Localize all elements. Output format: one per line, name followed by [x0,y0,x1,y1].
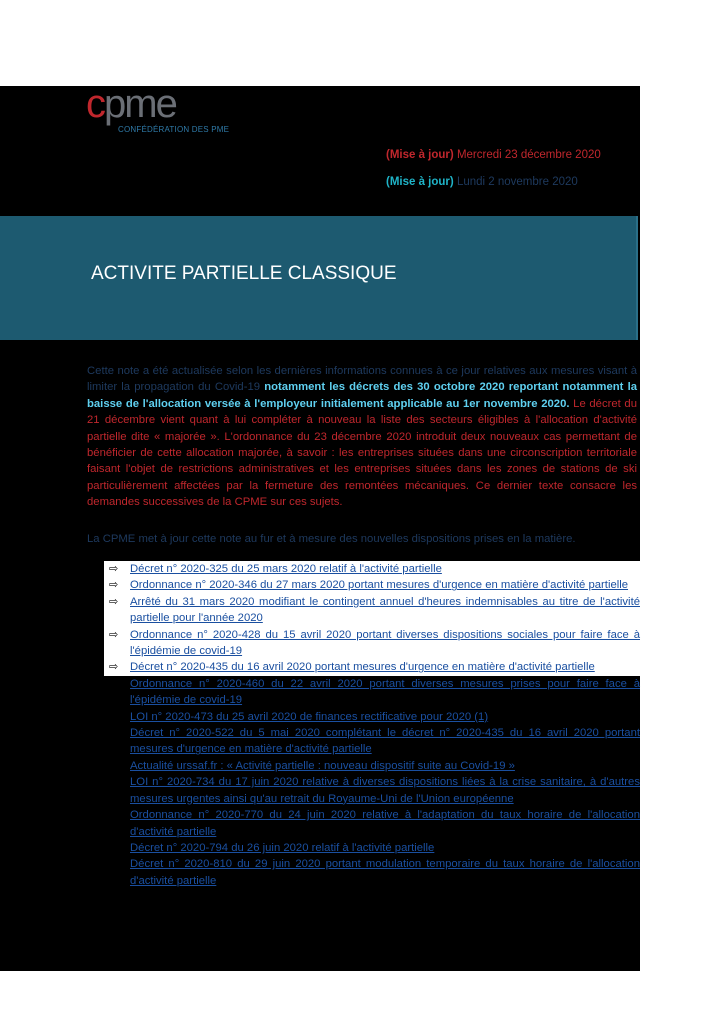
logo-mark-pme: pme [104,82,176,126]
reference-link-item [104,774,640,807]
update-line-1 [386,149,601,161]
update-tag: (Mise à jour) [386,176,454,188]
intro-text: Cette note a été actualisée selon les dernières informations connues à ce jour relatives aux mesures visant à limiter la propagation du Covid-19 [87,365,637,394]
reference-link[interactable]: LOI n° 2020-734 du 17 juin 2020 relative à diverses dispositions liées à la crise sanitaire, à d'autres mesures urgentes ainsi qu'au retrait du Royaume-Uni de l'Union européenne [130,776,640,805]
reference-link-item [104,807,640,840]
reference-link[interactable]: Arrêté du 31 mars 2020 modifiant le contingent annuel d'heures indemnisables au titre de l'activité partielle pour l'année 2020 [130,595,640,625]
reference-link[interactable]: Actualité urssaf.fr : « Activité partielle : nouveau dispositif suite au Covid-19 » [130,759,515,772]
reference-link-item [104,561,640,577]
reference-link[interactable]: Décret n° 2020-794 du 26 juin 2020 relatif à l'activité partielle [130,841,435,854]
arrow-icon: ⇨ [109,628,119,641]
reference-link-item [104,676,640,709]
arrow-icon: ⇨ [109,579,119,592]
arrow-icon: ⇨ [109,563,119,575]
reference-link[interactable]: Ordonnance n° 2020-460 du 22 avril 2020 portant diverses mesures prises pour faire face à l'épidémie de covid-19 [130,677,640,707]
reference-link[interactable]: LOI n° 2020-473 du 25 avril 2020 de finances rectificative pour 2020 (1) [130,710,489,723]
reference-link-item [104,577,640,593]
update-date: Lundi 2 novembre 2020 [456,176,578,188]
intro-paragraph [87,363,637,511]
reference-link[interactable]: Décret n° 2020-435 du 16 avril 2020 portant mesures d'urgence en matière d'activité partielle [130,661,595,674]
reference-link[interactable]: Décret n° 2020-325 du 25 mars 2020 relatif à l'activité partielle [130,563,442,575]
arrow-icon: ⇨ [109,595,119,608]
logo-mark [86,84,176,124]
reference-link-item [104,758,640,774]
update-tag: (Mise à jour) [386,149,454,161]
update-note: La CPME met à jour cette note au fur et à mesure des nouvelles dispositions prises en la matière. [87,533,576,545]
logo-subtitle: CONFÉDÉRATION DES PME [118,125,230,134]
arrow-icon: ⇨ [109,661,119,674]
page-title: ACTIVITE PARTIELLE CLASSIQUE [91,263,397,284]
reference-link[interactable]: Ordonnance n° 2020-770 du 24 juin 2020 relative à l'adaptation du taux horaire de l'allocation d'activité partielle [130,809,640,838]
reference-links-list [104,561,640,889]
reference-link-item [104,725,640,758]
update-date: Mercredi 23 décembre 2020 [456,149,601,161]
reference-link[interactable]: Ordonnance n° 2020-346 du 27 mars 2020 portant mesures d'urgence en matière d'activité partielle [130,579,629,592]
intro-highlight: notamment les décrets des 30 octobre 2020 reportant notamment la baisse de l'allocation versée à l'employeur initialement applicable au 1er novembre 2020. [87,381,637,410]
reference-link-item [104,840,640,856]
update-line-2 [386,176,578,188]
reference-link-item [104,659,640,675]
logo-mark-c: c [86,82,104,126]
reference-link-item [104,856,640,889]
intro-update-text: Le décret du 21 décembre vient quant à lui compléter à nouveau la liste des secteurs éligibles à l'allocation d'activité partielle dite « majorée ». L'ordonnance du 23 décembre 2020 introduit deux nouveaux cas permettant de bénéficier de cette allocation majorée, à savoir : les entreprises situées dans une circonscription territoriale faisant l'objet de restrictions administratives et les entreprises situées dans les zones de stations de ski particulièrement affectées par la fermeture des remontées mécaniques. Ce dernier texte consacre les demandes successives de la CPME sur ces sujets. [87,397,637,509]
reference-link-item [104,709,640,725]
reference-link[interactable]: Décret n° 2020-522 du 5 mai 2020 complétant le décret n° 2020-435 du 16 avril 2020 portant mesures d'urgence en matière d'activité partielle [130,727,640,756]
cpme-logo [86,82,230,134]
reference-link-item [104,594,640,627]
reference-link[interactable]: Décret n° 2020-810 du 29 juin 2020 portant modulation temporaire du taux horaire de l'allocation d'activité partielle [130,858,640,887]
reference-link[interactable]: Ordonnance n° 2020-428 du 15 avril 2020 portant diverses dispositions sociales pour faire face à l'épidémie de covid-19 [130,628,640,658]
reference-link-item [104,627,640,660]
